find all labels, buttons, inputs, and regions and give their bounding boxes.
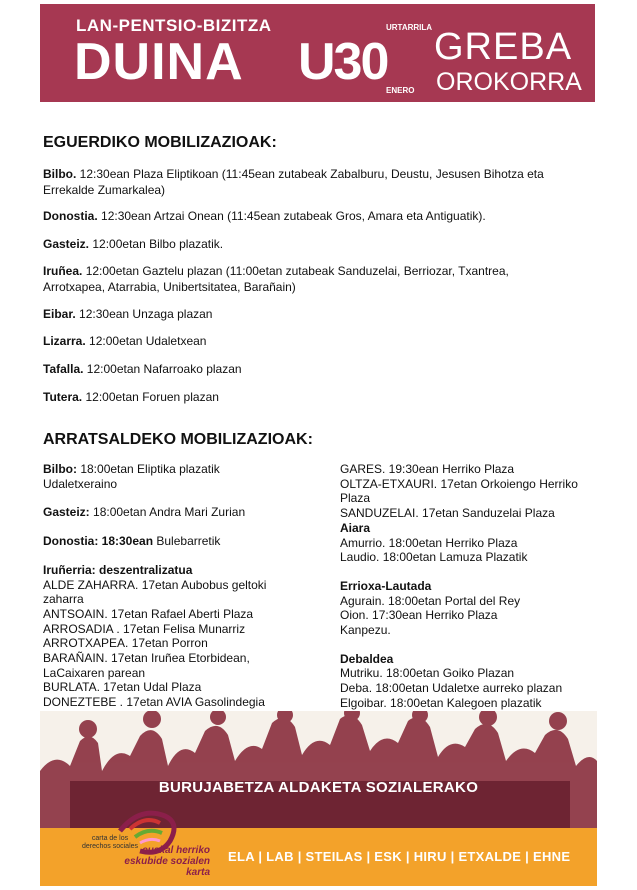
entry-text: Bulebarretik	[153, 534, 221, 549]
footer-slogan: BURUJABETZA ALDAKETA SOZIALERAKO	[158, 779, 479, 796]
entry-sep: .	[80, 362, 84, 376]
entry-sep: .	[94, 209, 98, 223]
entry-text: 18:00etan Andra Mari Zurian	[89, 505, 246, 520]
entry-text: 12:00etan Bilbo plazatik.	[89, 237, 224, 251]
midday-entry	[43, 333, 583, 349]
section-header: Aiara	[340, 520, 371, 535]
afternoon-entry-aiara	[340, 521, 600, 565]
list-item: OLTZA-ETXAURI. 17etan Orkoiengo Herriko	[340, 476, 578, 491]
entry-city: Eibar	[43, 307, 73, 321]
entry-text: 12:30ean Artzai Onean (11:45ean zutabeak Gros, Amara eta Antiguatik).	[97, 209, 486, 223]
afternoon-list-a	[340, 462, 600, 521]
entry-text: 18:00etan Eliptika plazatik	[77, 462, 220, 476]
section-header: Errioxa-Lautada	[340, 578, 432, 593]
afternoon-right-column	[340, 462, 600, 711]
list-item: Laudio. 18:00etan Lamuza Plazatik	[340, 550, 528, 565]
header-banner	[40, 4, 595, 102]
midday-heading: EGUERDIKO MOBILIZAZIOAK:	[43, 134, 277, 151]
midday-entry	[43, 306, 583, 322]
midday-entry	[43, 166, 583, 198]
entry-city: Gasteiz:	[43, 505, 90, 520]
banner-month-es: ENERO	[386, 86, 415, 95]
list-item: ANTSOAIN. 17etan Rafael Aberti Plaza	[43, 606, 254, 621]
midday-entry	[43, 361, 583, 377]
entry-text: 12:00etan Nafarroako plazan	[83, 362, 242, 376]
entry-sep: .	[79, 264, 83, 278]
midday-entry	[43, 208, 583, 224]
entry-city: Gasteiz.	[43, 237, 90, 251]
entry-city: Bilbo	[43, 167, 73, 181]
entry-text-cont: Udaletxeraino	[43, 476, 118, 491]
afternoon-entry-bilbo	[43, 462, 323, 491]
afternoon-entry-errioxa	[340, 579, 600, 638]
afternoon-entry-debaldea	[340, 652, 600, 711]
banner-date: U30	[298, 33, 388, 91]
entry-text-cont: Errekalde Zumarkalea)	[43, 183, 166, 197]
entry-city: Donostia: 18:30ean	[43, 534, 154, 549]
afternoon-entry-iruneria	[43, 563, 323, 710]
midday-entry	[43, 236, 583, 252]
section-header: Debaldea	[340, 651, 394, 666]
list-item: DONEZTEBE . 17etan AVIA Gasolindegia	[43, 695, 265, 710]
entry-sep: .	[73, 167, 77, 181]
list-item: Oion. 17:30ean Herriko Plaza	[340, 608, 498, 623]
list-item: ARROTXAPEA. 17etan Porron	[43, 636, 208, 651]
list-item: BURLATA. 17etan Udal Plaza	[43, 680, 202, 695]
list-item: Mutriku. 18:00etan Goiko Plazan	[340, 666, 515, 681]
midday-entry	[43, 263, 583, 295]
banner-orokorra: OROKORRA	[436, 68, 582, 96]
list-item: BARAÑAIN. 17etan Iruñea Etorbidean,	[43, 651, 250, 666]
footer-banner	[40, 711, 597, 886]
entry-city: Tutera	[43, 390, 79, 404]
list-item: Kanpezu.	[340, 623, 391, 638]
entry-text: 12:00etan Udaletxean	[85, 334, 207, 348]
section-header: Iruñerria: deszentralizatua	[43, 562, 193, 577]
entry-sep: .	[78, 390, 83, 404]
list-item: Plaza	[340, 491, 371, 506]
midday-entry	[43, 389, 583, 405]
banner-duina: DUINA	[74, 33, 244, 91]
entry-city: Lizarra	[43, 334, 83, 348]
banner-line1: LAN-PENTSIO-BIZITZA	[76, 16, 272, 35]
banner-greba: GREBA	[434, 26, 573, 68]
entry-text: 12:00etan Foruen plazan	[82, 390, 219, 404]
entry-sep: .	[72, 307, 76, 321]
list-item: Agurain. 18:00etan Portal del Rey	[340, 593, 521, 608]
entry-text: 12:00etan Gaztelu plazan (11:00etan zutabeak Sanduzelai, Berriozar, Txantrea,	[82, 264, 509, 278]
banner-month-eu: URTARRILA	[386, 23, 433, 32]
afternoon-heading: ARRATSALDEKO MOBILIZAZIOAK:	[43, 431, 313, 448]
afternoon-entry-gasteiz	[43, 505, 323, 520]
list-item: Amurrio. 18:00etan Herriko Plaza	[340, 535, 518, 550]
list-item: GARES. 19:30ean Herriko Plaza	[340, 462, 515, 476]
list-item: ALDE ZAHARRA. 17etan Aubobus geltoki	[43, 577, 267, 592]
afternoon-left-column	[43, 462, 323, 710]
unions-list: ELA | LAB | STEILAS | ESK | HIRU | ETXALDE | EHNE	[228, 849, 571, 864]
entry-text: 12:30ean Plaza Eliptikoan (11:45ean zutabeak Zabalburu, Deustu, Jesusen Bihotza eta	[76, 167, 544, 181]
carta-eu-text: euskal herriko eskubide sozialen karta	[124, 845, 210, 878]
entry-city: Donostia	[43, 209, 95, 223]
entry-city: Iruñea	[43, 264, 80, 278]
list-item: LaCaixaren parean	[43, 665, 146, 680]
afternoon-entry-donostia	[43, 534, 323, 549]
entry-sep: .	[82, 334, 86, 348]
entry-city: Tafalla	[43, 362, 81, 376]
carta-es-text: carta de los derechos sociales	[81, 835, 139, 850]
list-item: zaharra	[43, 592, 84, 607]
entry-text: 12:30ean Unzaga plazan	[75, 307, 213, 321]
list-item: ARROSADIA . 17etan Felisa Munarriz	[43, 621, 246, 636]
list-item: Deba. 18:00etan Udaletxe aurreko plazan	[340, 681, 563, 696]
entry-text-cont: Arrotxapea, Atarrabia, Unibertsitatea, Barañain)	[43, 280, 296, 294]
list-item: Elgoibar. 18:00etan Kalegoen plazatik	[340, 695, 542, 710]
list-item: SANDUZELAI. 17etan Sanduzelai Plaza	[340, 506, 555, 521]
entry-city: Bilbo:	[43, 462, 77, 476]
